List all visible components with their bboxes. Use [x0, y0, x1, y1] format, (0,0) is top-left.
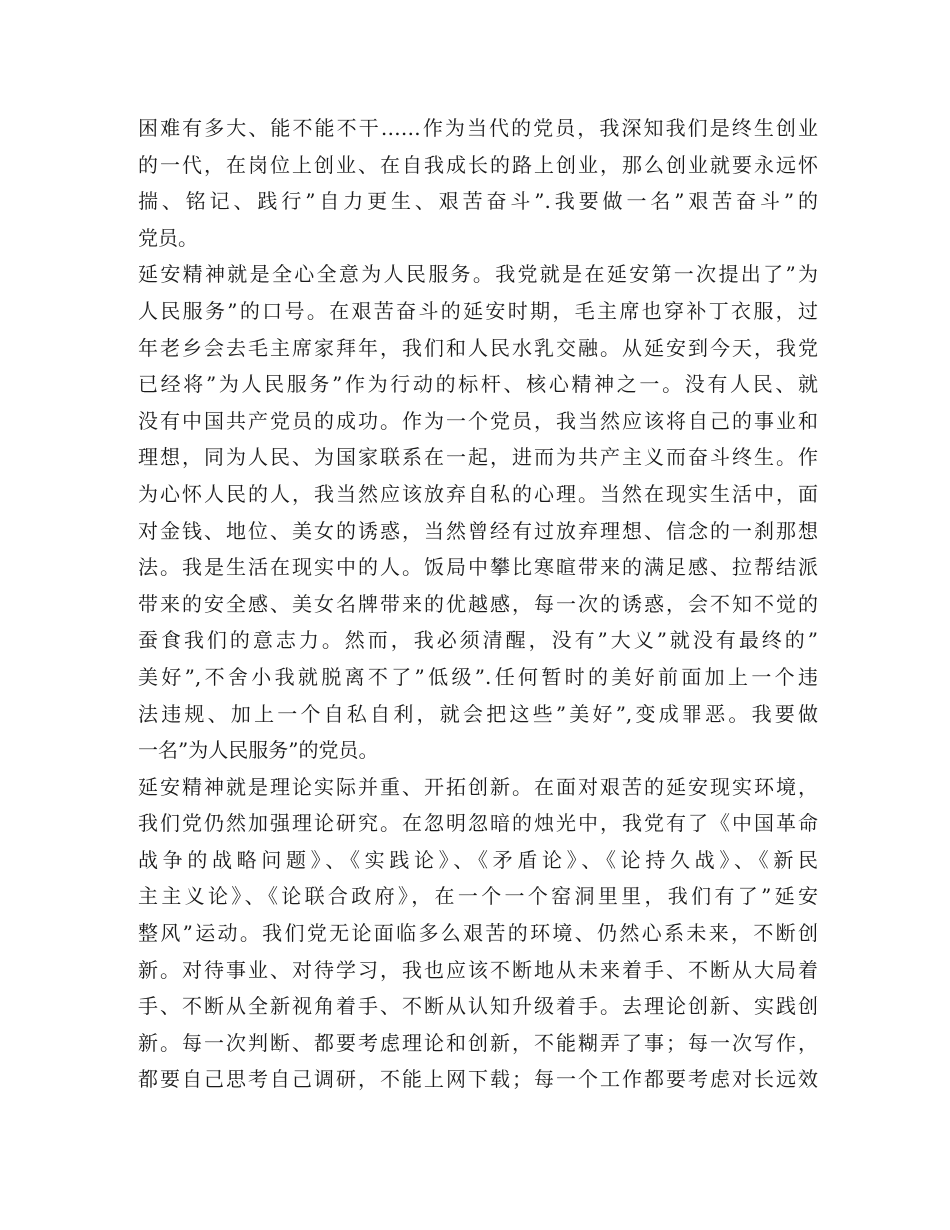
- text-line: 我们党仍然加强理论研究。在忽明忽暗的烛光中，我党有了《中国革命: [138, 811, 818, 836]
- text-line: 法违规、加上一个自私自利，就会把这些”美好”,变成罪恶。我要做: [138, 701, 818, 726]
- text-line: 战争的战略问题》、《实践论》、《矛盾论》、《论持久战》、《新民: [138, 847, 818, 872]
- text-line: 手、不断从全新视角着手、不断从认知升级着手。去理论创新、实践创: [138, 994, 818, 1019]
- text-line: 为心怀人民的人，我当然应该放弃自私的心理。当然在现实生活中，面: [138, 481, 818, 506]
- text-line: 没有中国共产党员的成功。作为一个党员，我当然应该将自己的事业和: [138, 408, 818, 433]
- text-line: 一名”为人民服务”的党员。: [138, 738, 379, 763]
- text-line: 美好”,不舍小我就脱离不了”低级”.任何暂时的美好前面加上一个违: [138, 664, 818, 689]
- text-line: 蚕食我们的意志力。然而，我必须清醒，没有”大义”就没有最终的”: [138, 628, 818, 653]
- text-line: 延安精神就是理论实际并重、开拓创新。在面对艰苦的延安现实环境，: [138, 774, 818, 799]
- text-line: 已经将”为人民服务”作为行动的标杆、核心精神之一。没有人民、就: [138, 372, 818, 397]
- text-line: 延安精神就是全心全意为人民服务。我党就是在延安第一次提出了”为: [138, 262, 818, 287]
- text-line: 对金钱、地位、美女的诱惑，当然曾经有过放弃理想、信念的一刹那想: [138, 518, 818, 543]
- text-line: 揣、铭记、践行”自力更生、艰苦奋斗”.我要做一名”艰苦奋斗”的: [138, 189, 818, 214]
- text-line: 困难有多大、能不能不干……作为当代的党员，我深知我们是终生创业: [138, 116, 818, 140]
- text-line: 带来的安全感、美女名牌带来的优越感，每一次的诱惑，会不知不觉的: [138, 591, 818, 616]
- text-line: 人民服务”的口号。在艰苦奋斗的延安时期，毛主席也穿补丁衣服，过: [138, 298, 818, 323]
- text-line: 理想，同为人民、为国家联系在一起，进而为共产主义而奋斗终生。作: [138, 445, 818, 470]
- text-line: 都要自己思考自己调研，不能上网下载；每一个工作都要考虑对长远效: [138, 1067, 818, 1092]
- document-body: [138, 110, 818, 1098]
- text-line: 新。对待事业、对待学习，我也应该不断地从未来着手、不断从大局着: [138, 957, 818, 982]
- text-line: 新。每一次判断、都要考虑理论和创新，不能糊弄了事；每一次写作，: [138, 1030, 818, 1055]
- text-line: 整风”运动。我们党无论面临多么艰苦的环境、仍然心系未来，不断创: [138, 921, 818, 946]
- text-line: 的一代，在岗位上创业、在自我成长的路上创业，那么创业就要永远怀: [138, 152, 818, 177]
- text-line: 党员。: [138, 225, 198, 250]
- text-line: 法。我是生活在现实中的人。饭局中攀比寒暄带来的满足感、拉帮结派: [138, 555, 818, 580]
- text-line: 年老乡会去毛主席家拜年，我们和人民水乳交融。从延安到今天，我党: [138, 335, 818, 360]
- text-line: 主主义论》、《论联合政府》，在一个一个窑洞里里，我们有了”延安: [138, 884, 818, 909]
